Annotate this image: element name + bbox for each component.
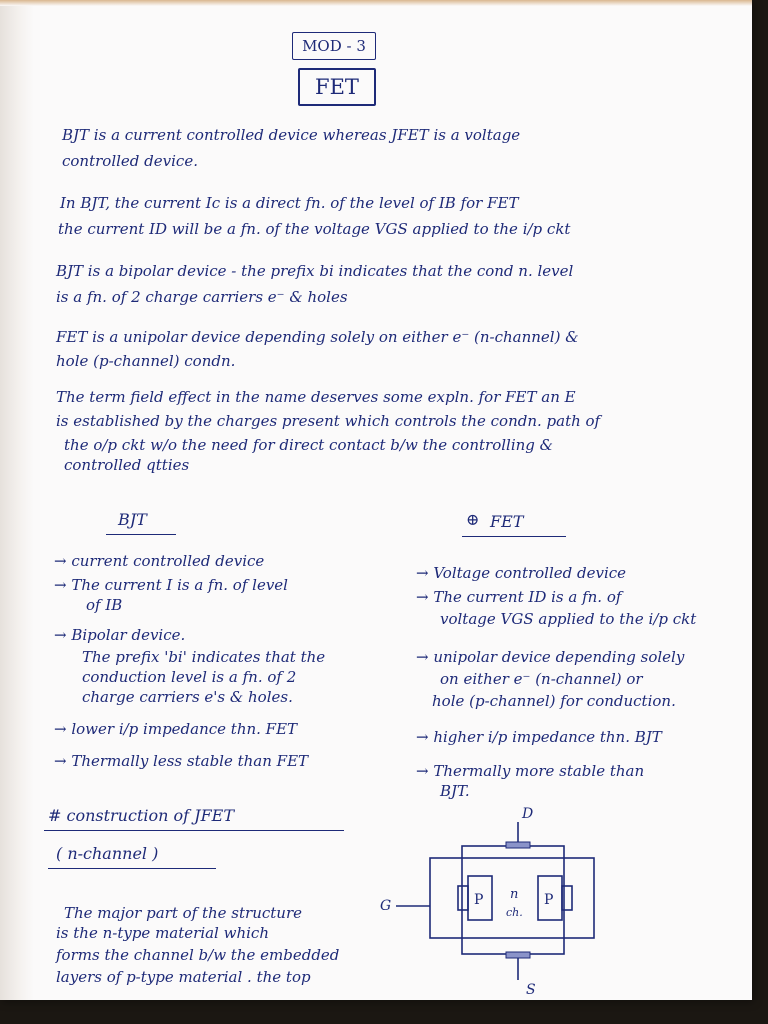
construction-line4: layers of p-type material . the top — [56, 968, 311, 986]
bjt-heading: BJT — [118, 510, 147, 529]
construction-heading: # construction of JFET — [48, 806, 235, 825]
para2-line1: In BJT, the current Ic is a direct fn. of the level of IB for FET — [60, 194, 519, 212]
para4-line1: FET is a unipolar device depending solely on either e⁻ (n-channel) & — [56, 328, 579, 346]
p-right-label: P — [544, 892, 554, 908]
construction-subheading: ( n-channel ) — [56, 844, 159, 863]
fet-point2-line2: voltage VGS applied to the i/p ckt — [440, 610, 697, 628]
fet-point3-line3: hole (p-channel) for conduction. — [432, 692, 676, 710]
bjt-point1: → current controlled device — [54, 554, 264, 569]
para5-line4: controlled qtties — [64, 456, 190, 474]
bjt-point3-line4: charge carriers e's & holes. — [82, 688, 293, 706]
bjt-point2-line1: → The current I is a fn. of level — [54, 578, 288, 593]
channel-label-ch: ch. — [506, 906, 523, 919]
drain-label: D — [522, 806, 534, 822]
fet-point2-line1: → The current ID is a fn. of — [416, 590, 621, 605]
bjt-point3-line1: → Bipolar device. — [54, 628, 185, 643]
module-label: MOD - 3 — [302, 37, 366, 55]
fet-point5-line2: BJT. — [440, 782, 470, 800]
bjt-point5: → Thermally less stable than FET — [54, 754, 308, 769]
p-left-label: P — [474, 892, 484, 908]
para4-line2: hole (p-channel) condn. — [56, 352, 236, 370]
construction-line2: is the n-type material which — [56, 924, 269, 942]
fet-point1: → Voltage controlled device — [416, 566, 626, 581]
para3-line1: BJT is a bipolar device - the prefix bi indicates that the cond n. level — [56, 262, 574, 280]
fet-point3-line1: → unipolar device depending solely — [416, 650, 684, 665]
source-label: S — [526, 982, 536, 998]
bjt-point4: → lower i/p impedance thn. FET — [54, 722, 297, 737]
source-contact — [506, 952, 530, 958]
drain-contact — [506, 842, 530, 848]
fet-point5-line1: → Thermally more stable than — [416, 764, 644, 779]
bjt-point3-line3: conduction level is a fn. of 2 — [82, 668, 297, 686]
gate-contact-left — [458, 886, 468, 910]
para1-line1: BJT is a current controlled device whereas JFET is a voltage — [62, 126, 521, 144]
para2-line2: the current ID will be a fn. of the voltage VGS applied to the i/p ckt — [58, 220, 571, 238]
channel-label-n: n — [510, 887, 519, 902]
fet-point3-line2: on either e⁻ (n-channel) or — [440, 670, 643, 688]
construction-line1: The major part of the structure — [64, 904, 302, 922]
para1-line2: controlled device. — [62, 152, 198, 170]
bjt-point3-line2: The prefix 'bi' indicates that the — [82, 648, 326, 666]
para5-line1: The term field effect in the name deserves some expln. for FET an E — [56, 388, 576, 406]
gate-label: G — [380, 898, 392, 914]
para3-line2: is a fn. of 2 charge carriers e⁻ & holes — [56, 288, 348, 306]
construction-line3: forms the channel b/w the embedded — [56, 946, 340, 964]
para5-line2: is established by the charges present which controls the condn. path of — [56, 412, 601, 430]
page-title: FET — [315, 75, 359, 99]
bjt-point2-line2: of IB — [86, 596, 123, 614]
scribble-mark-icon: ⊕ — [466, 510, 480, 529]
fet-heading: FET — [490, 512, 524, 531]
para5-line3: the o/p ckt w/o the need for direct contact b/w the controlling & — [64, 436, 554, 454]
fet-point4: → higher i/p impedance thn. BJT — [416, 730, 662, 745]
